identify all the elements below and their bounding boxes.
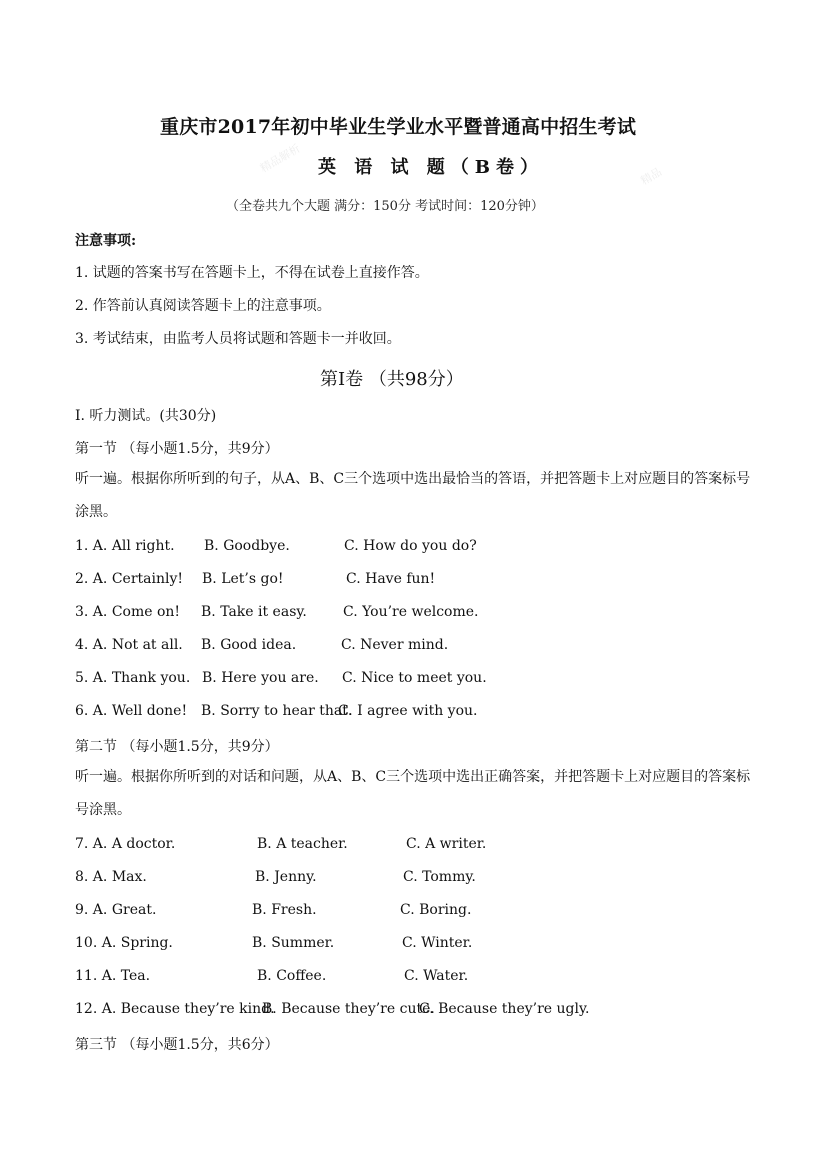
exam-meta: （全卷共九个大题 满分：150分 考试时间：120分钟） — [226, 199, 544, 214]
question-option-a: 8. A. Max. — [75, 869, 147, 885]
question-option-c: C. Tommy. — [403, 869, 476, 885]
question-option-c: C. Nice to meet you. — [342, 670, 487, 686]
question-option-a: 5. A. Thank you. — [75, 670, 191, 686]
question-option-b: B. Let’s go! — [202, 571, 284, 587]
question-option-a: 12. A. Because they’re kind. — [75, 1001, 275, 1017]
notice-item: 2. 作答前认真阅读答题卡上的注意事项。 — [75, 298, 331, 314]
question-option-c: C. Because they’re ugly. — [419, 1001, 590, 1017]
question-option-c: C. I agree with you. — [338, 703, 478, 719]
question-option-a: 1. A. All right. — [75, 538, 175, 554]
question-option-b: B. Jenny. — [255, 869, 317, 885]
question-option-b: B. Take it easy. — [201, 604, 307, 620]
question-option-b: B. Sorry to hear that. — [201, 703, 353, 719]
notice-item: 3. 考试结束，由监考人员将试题和答题卡一并收回。 — [75, 331, 401, 347]
question-option-a: 6. A. Well done! — [75, 703, 188, 719]
subsection-title: 第一节 （每小题1.5分，共9分） — [75, 441, 279, 457]
question-option-b: B. Here you are. — [202, 670, 319, 686]
question-option-b: B. Goodbye. — [204, 538, 290, 554]
question-option-b: B. Good idea. — [201, 637, 297, 653]
subsection-title: 第二节 （每小题1.5分，共9分） — [75, 739, 279, 755]
question-option-c: C. Water. — [404, 968, 469, 984]
question-option-a: 7. A. A doctor. — [75, 836, 176, 852]
instruction: 听一遍。根据你所听到的对话和问题，从A、B、C三个选项中选出正确答案，并把答题卡上对应题目的答案标号涂黑。 — [75, 769, 751, 818]
question-option-b: B. Summer. — [252, 935, 335, 951]
question-option-b: B. Fresh. — [252, 902, 317, 918]
question-option-b: B. A teacher. — [257, 836, 348, 852]
question-option-b: B. Coffee. — [257, 968, 327, 984]
question-option-a: 2. A. Certainly! — [75, 571, 183, 587]
question-option-a: 11. A. Tea. — [75, 968, 151, 984]
watermark: 精品解析 — [257, 141, 303, 176]
exam-subtitle: 英 语 试 题（B卷） — [318, 157, 545, 178]
section-title: I. 听力测试。(共30分) — [75, 408, 217, 424]
question-option-c: C. Boring. — [400, 902, 472, 918]
question-option-c: C. You’re welcome. — [343, 604, 479, 620]
subsection-title: 第三节 （每小题1.5分，共6分） — [75, 1037, 279, 1053]
question-option-c: C. Have fun! — [346, 571, 436, 587]
question-option-c: C. How do you do? — [344, 538, 477, 554]
question-option-c: C. Never mind. — [341, 637, 449, 653]
question-option-c: C. A writer. — [406, 836, 487, 852]
notice-heading: 注意事项: — [75, 233, 137, 249]
watermark: 精品 — [638, 165, 665, 188]
question-option-a: 10. A. Spring. — [75, 935, 173, 951]
part-heading: 第I卷 （共98分） — [320, 369, 464, 390]
question-option-a: 9. A. Great. — [75, 902, 157, 918]
instruction: 听一遍。根据你所听到的句子，从A、B、C三个选项中选出最恰当的答语，并把答题卡上对应题目的答案标号涂黑。 — [75, 471, 751, 520]
notice-item: 1. 试题的答案书写在答题卡上，不得在试卷上直接作答。 — [75, 265, 429, 281]
question-option-b: B. Because they’re cute. — [262, 1001, 435, 1017]
exam-title: 重庆市2017年初中毕业生学业水平暨普通高中招生考试 — [160, 116, 637, 138]
question-option-c: C. Winter. — [402, 935, 473, 951]
question-option-a: 4. A. Not at all. — [75, 637, 183, 653]
question-option-a: 3. A. Come on! — [75, 604, 181, 620]
